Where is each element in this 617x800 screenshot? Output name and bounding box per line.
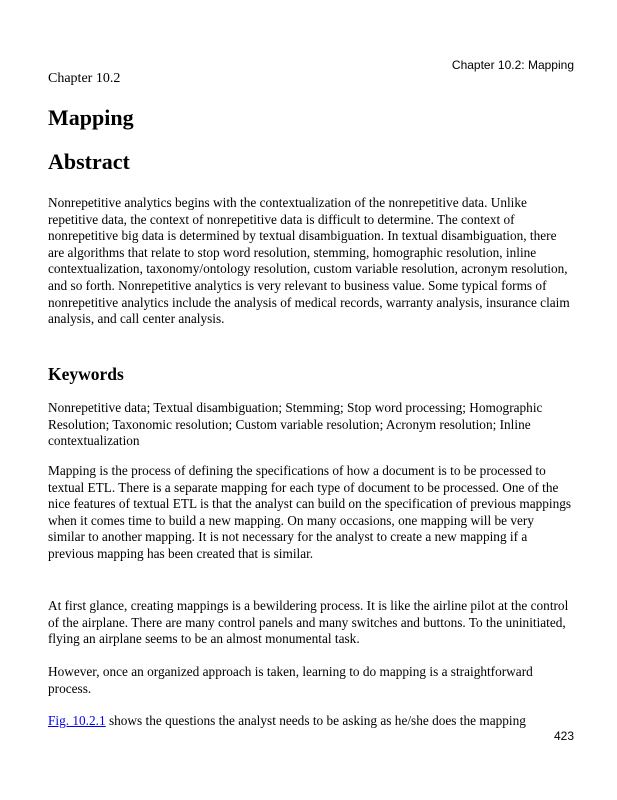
figure-ref-text: shows the questions the analyst needs to be asking as he/she does the mapping [105,713,526,728]
body-paragraph-3: However, once an organized approach is taken, learning to do mapping is a straightforward process. [48,664,533,696]
keywords-heading: Keywords [48,364,124,384]
body-paragraph-4 [48,713,574,730]
body-paragraph-1: Mapping is the process of defining the specifications of how a document is to be processed to textual ETL. There is a separate mapping for each type of document to be processed. One of the nice features of textual ETL is that the analyst can build on the specification of previous mappings when it comes time to build a new mapping. On many occasions, one mapping will be very similar to another mapping. It is not necessary for the analyst to create a new mapping if a previous mapping has been created that is similar. [48,463,572,561]
chapter-title: Mapping [48,105,134,130]
page-number: 423 [553,729,574,743]
running-header: Chapter 10.2: Mapping [451,58,574,72]
chapter-label: Chapter 10.2 [48,71,121,86]
body-paragraph-2: At first glance, creating mappings is a bewildering process. It is like the airline pilot at the control of the airplane. There are many control panels and many switches and buttons. To the uninitiated, flying an airplane seems to be an almost monumental task. [48,598,569,647]
keywords-text: Nonrepetitive data; Textual disambiguation; Stemming; Stop word processing; Homographic Resolution; Taxonomic resolution; Custom variable resolution; Acronym resolution; Inline contextualization [48,400,543,449]
abstract-text: Nonrepetitive analytics begins with the contextualization of the nonrepetitive data. Unlike repetitive data, the context of nonrepetitive data is difficult to determine. The context of nonrepetitive big data is determined by textual disambiguation. In textual disambiguation, there are algorithms that relate to stop word resolution, stemming, homographic resolution, inline contextualization, taxonomy/ontology resolution, custom variable resolution, acronym resolution, and so forth. Nonrepetitive analytics is very relevant to business value. Some typical forms of nonrepetitive analytics include the analysis of medical records, warranty analysis, insurance claim analysis, and call center analysis. [48,195,570,327]
abstract-heading: Abstract [48,149,130,174]
figure-link[interactable]: Fig. 10.2.1 [48,713,106,728]
